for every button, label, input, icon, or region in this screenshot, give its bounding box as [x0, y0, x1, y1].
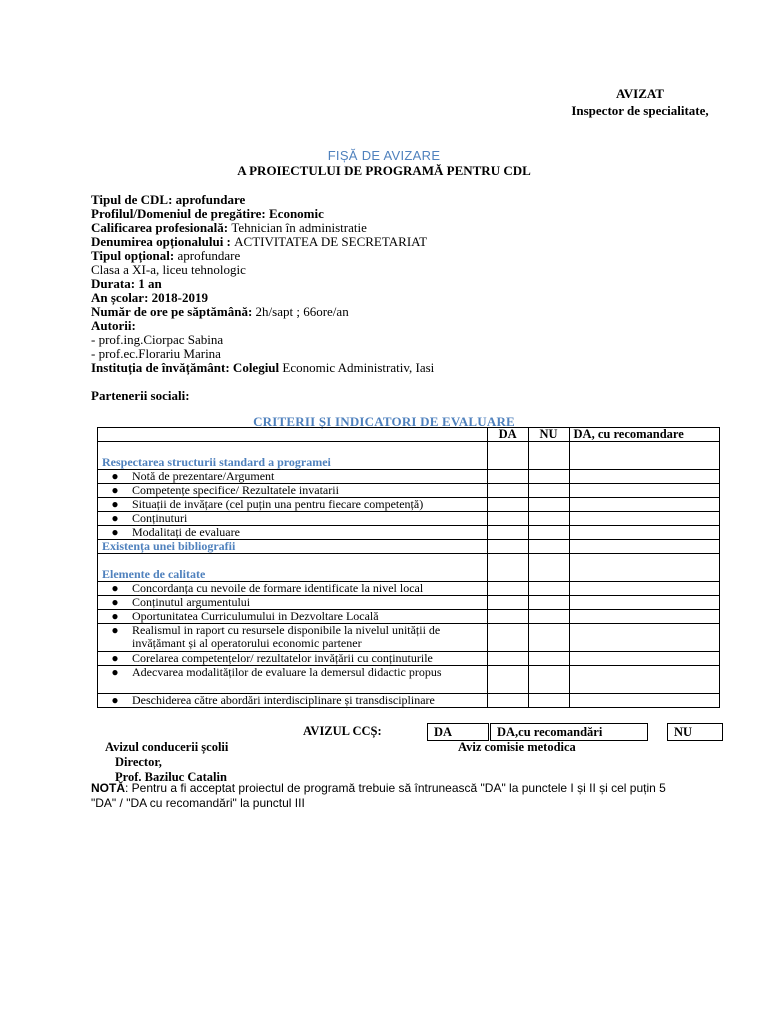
- section-label: Respectarea structurii standard a programei: [98, 442, 488, 470]
- section-label: Elemente de calitate: [98, 554, 488, 582]
- cell-da-rec[interactable]: [569, 526, 719, 540]
- cell-da[interactable]: [487, 694, 528, 708]
- conducere-label: Avizul conducerii școlii: [105, 740, 229, 754]
- info-line: - prof.ec.Florariu Marina: [91, 346, 221, 361]
- form-title: FIȘĂ DE AVIZARE: [327, 148, 441, 163]
- cell-nu[interactable]: [528, 498, 569, 512]
- bullet-icon: ●: [111, 651, 119, 665]
- table-row: ● Notă de prezentare/Argument: [98, 470, 720, 484]
- director-label: Director,: [115, 755, 162, 769]
- info-line: Tipul de CDL: aprofundare: [91, 192, 246, 207]
- col-da: DA: [487, 428, 528, 442]
- cell-da[interactable]: [487, 666, 528, 694]
- cell-nu[interactable]: [528, 512, 569, 526]
- cell-nu[interactable]: [528, 540, 569, 554]
- bullet-icon: ●: [111, 469, 119, 483]
- cell-da-rec[interactable]: [569, 652, 719, 666]
- table-row: ● Concordanța cu nevoile de formare identificate la nivel local: [98, 582, 720, 596]
- table-row: ● Situații de invățare (cel puțin una pentru fiecare competență): [98, 498, 720, 512]
- cell-da-rec[interactable]: [569, 484, 719, 498]
- info-line: Durata: 1 an: [91, 276, 162, 291]
- info-line: Denumirea opționalului : ACTIVITATEA DE SECRETARIAT: [91, 234, 428, 249]
- aviz-ccs-label: AVIZUL CCȘ:: [303, 724, 382, 738]
- info-line: Număr de ore pe săptămână: 2h/sapt ; 66ore/an: [91, 304, 349, 319]
- aviz-da-box[interactable]: DA: [427, 723, 489, 741]
- section-row: [98, 442, 720, 470]
- cell-da-rec[interactable]: [569, 596, 719, 610]
- cell-da[interactable]: [487, 484, 528, 498]
- info-line: Clasa a XI-a, liceu tehnologic: [91, 262, 246, 277]
- table-row: ● Oportunitatea Curriculumului in Dezvoltare Locală: [98, 610, 720, 624]
- bullet-icon: ●: [111, 511, 119, 525]
- cell-da-rec[interactable]: [569, 512, 719, 526]
- bullet-icon: ●: [111, 609, 119, 623]
- school-signature-block: [105, 740, 228, 785]
- cell-da-rec[interactable]: [569, 554, 719, 582]
- cell-da-rec[interactable]: [569, 540, 719, 554]
- col-nu: NU: [528, 428, 569, 442]
- cell-nu[interactable]: [528, 624, 569, 652]
- cell-da-rec[interactable]: [569, 498, 719, 512]
- cell-da-rec[interactable]: [569, 442, 719, 470]
- note-block: [91, 781, 666, 811]
- table-row: ● Realismul in raport cu resursele disponibile la nivelul unității de invățămant și al operatorului economic partener: [98, 624, 720, 652]
- info-line: Profilul/Domeniul de pregătire: Economic: [91, 206, 324, 221]
- bullet-icon: ●: [111, 693, 119, 707]
- bullet-icon: ●: [111, 623, 119, 637]
- cell-da-rec[interactable]: [569, 624, 719, 652]
- cell-nu[interactable]: [528, 666, 569, 694]
- cell-da-rec[interactable]: [569, 610, 719, 624]
- cell-da[interactable]: [487, 442, 528, 470]
- cell-da[interactable]: [487, 652, 528, 666]
- bullet-icon: ●: [111, 581, 119, 595]
- table-row: ● Modalitați de evaluare: [98, 526, 720, 540]
- info-line: An școlar: 2018-2019: [91, 290, 208, 305]
- table-row: ● Competențe specifice/ Rezultatele invatarii: [98, 484, 720, 498]
- col-da-rec: DA, cu recomandare: [569, 428, 719, 442]
- program-title: A PROIECTULUI DE PROGRAMĂ PENTRU CDL: [237, 163, 531, 178]
- inspector-label: Inspector de specialitate,: [571, 103, 709, 118]
- info-line: - prof.ing.Ciorpac Sabina: [91, 332, 224, 347]
- cell-da[interactable]: [487, 498, 528, 512]
- cell-da[interactable]: [487, 470, 528, 484]
- aviz-da-rec-box[interactable]: DA,cu recomandări: [490, 723, 648, 741]
- cell-da-rec[interactable]: [569, 582, 719, 596]
- criteria-title: CRITERII ȘI INDICATORI DE EVALUARE: [253, 414, 515, 429]
- section-row: [98, 540, 720, 554]
- cell-nu[interactable]: [528, 694, 569, 708]
- cell-da[interactable]: [487, 540, 528, 554]
- note-label: NOTĂ: [91, 781, 125, 795]
- cell-nu[interactable]: [528, 596, 569, 610]
- cell-nu[interactable]: [528, 526, 569, 540]
- cell-nu[interactable]: [528, 582, 569, 596]
- table-row: ● Corelarea competențelor/ rezultatelor invățării cu conținuturile: [98, 652, 720, 666]
- info-line: Calificarea profesională: Tehnician în administratie: [91, 220, 367, 235]
- table-header-row: [98, 428, 720, 442]
- cell-da[interactable]: [487, 554, 528, 582]
- bullet-icon: ●: [111, 595, 119, 609]
- cell-da-rec[interactable]: [569, 470, 719, 484]
- bullet-icon: ●: [111, 665, 119, 679]
- info-line: Autorii:: [91, 318, 136, 333]
- cell-da-rec[interactable]: [569, 694, 719, 708]
- info-line: Tipul opțional: aprofundare: [91, 248, 241, 263]
- cell-da[interactable]: [487, 512, 528, 526]
- cell-da[interactable]: [487, 582, 528, 596]
- table-row: ● Conținutul argumentului: [98, 596, 720, 610]
- approval-header: [560, 85, 720, 119]
- cell-nu[interactable]: [528, 652, 569, 666]
- note-text: : Pentru a fi acceptat proiectul de programă trebuie să întrunească "DA" la punctele I și II și cel puțin 5: [125, 781, 666, 795]
- aviz-nu-box[interactable]: NU: [667, 723, 723, 741]
- cell-da[interactable]: [487, 610, 528, 624]
- avizat-label: AVIZAT: [616, 86, 664, 101]
- cell-da[interactable]: [487, 624, 528, 652]
- cell-nu[interactable]: [528, 554, 569, 582]
- cell-nu[interactable]: [528, 470, 569, 484]
- commission-label: Aviz comisie metodica: [458, 740, 576, 754]
- evaluation-table: [97, 427, 720, 708]
- cell-nu[interactable]: [528, 610, 569, 624]
- partners-label: Partenerii sociali:: [91, 388, 190, 403]
- note-text-2: "DA" / "DA cu recomandări" la punctul III: [91, 796, 305, 810]
- table-row: ● Adecvarea modalităților de evaluare la demersul didactic propus: [98, 666, 720, 694]
- table-row: ● Deschiderea către abordări interdisciplinare și transdisciplinare: [98, 694, 720, 708]
- section-row: [98, 554, 720, 582]
- cell-nu[interactable]: [528, 442, 569, 470]
- info-line: Instituția de învățământ: Colegiul Economic Administrativ, Iasi: [91, 360, 435, 375]
- director-name: Prof. Baziluc Catalin: [115, 770, 227, 784]
- cell-da[interactable]: [487, 526, 528, 540]
- bullet-icon: ●: [111, 497, 119, 511]
- table-row: ● Conținuturi: [98, 512, 720, 526]
- cell-da-rec[interactable]: [569, 666, 719, 694]
- aviz-ccs-row: [97, 723, 720, 741]
- info-block: [91, 193, 434, 375]
- bullet-icon: ●: [111, 525, 119, 539]
- cell-nu[interactable]: [528, 484, 569, 498]
- bullet-icon: ●: [111, 483, 119, 497]
- section-label: Existența unei bibliografii: [98, 540, 488, 554]
- cell-da[interactable]: [487, 596, 528, 610]
